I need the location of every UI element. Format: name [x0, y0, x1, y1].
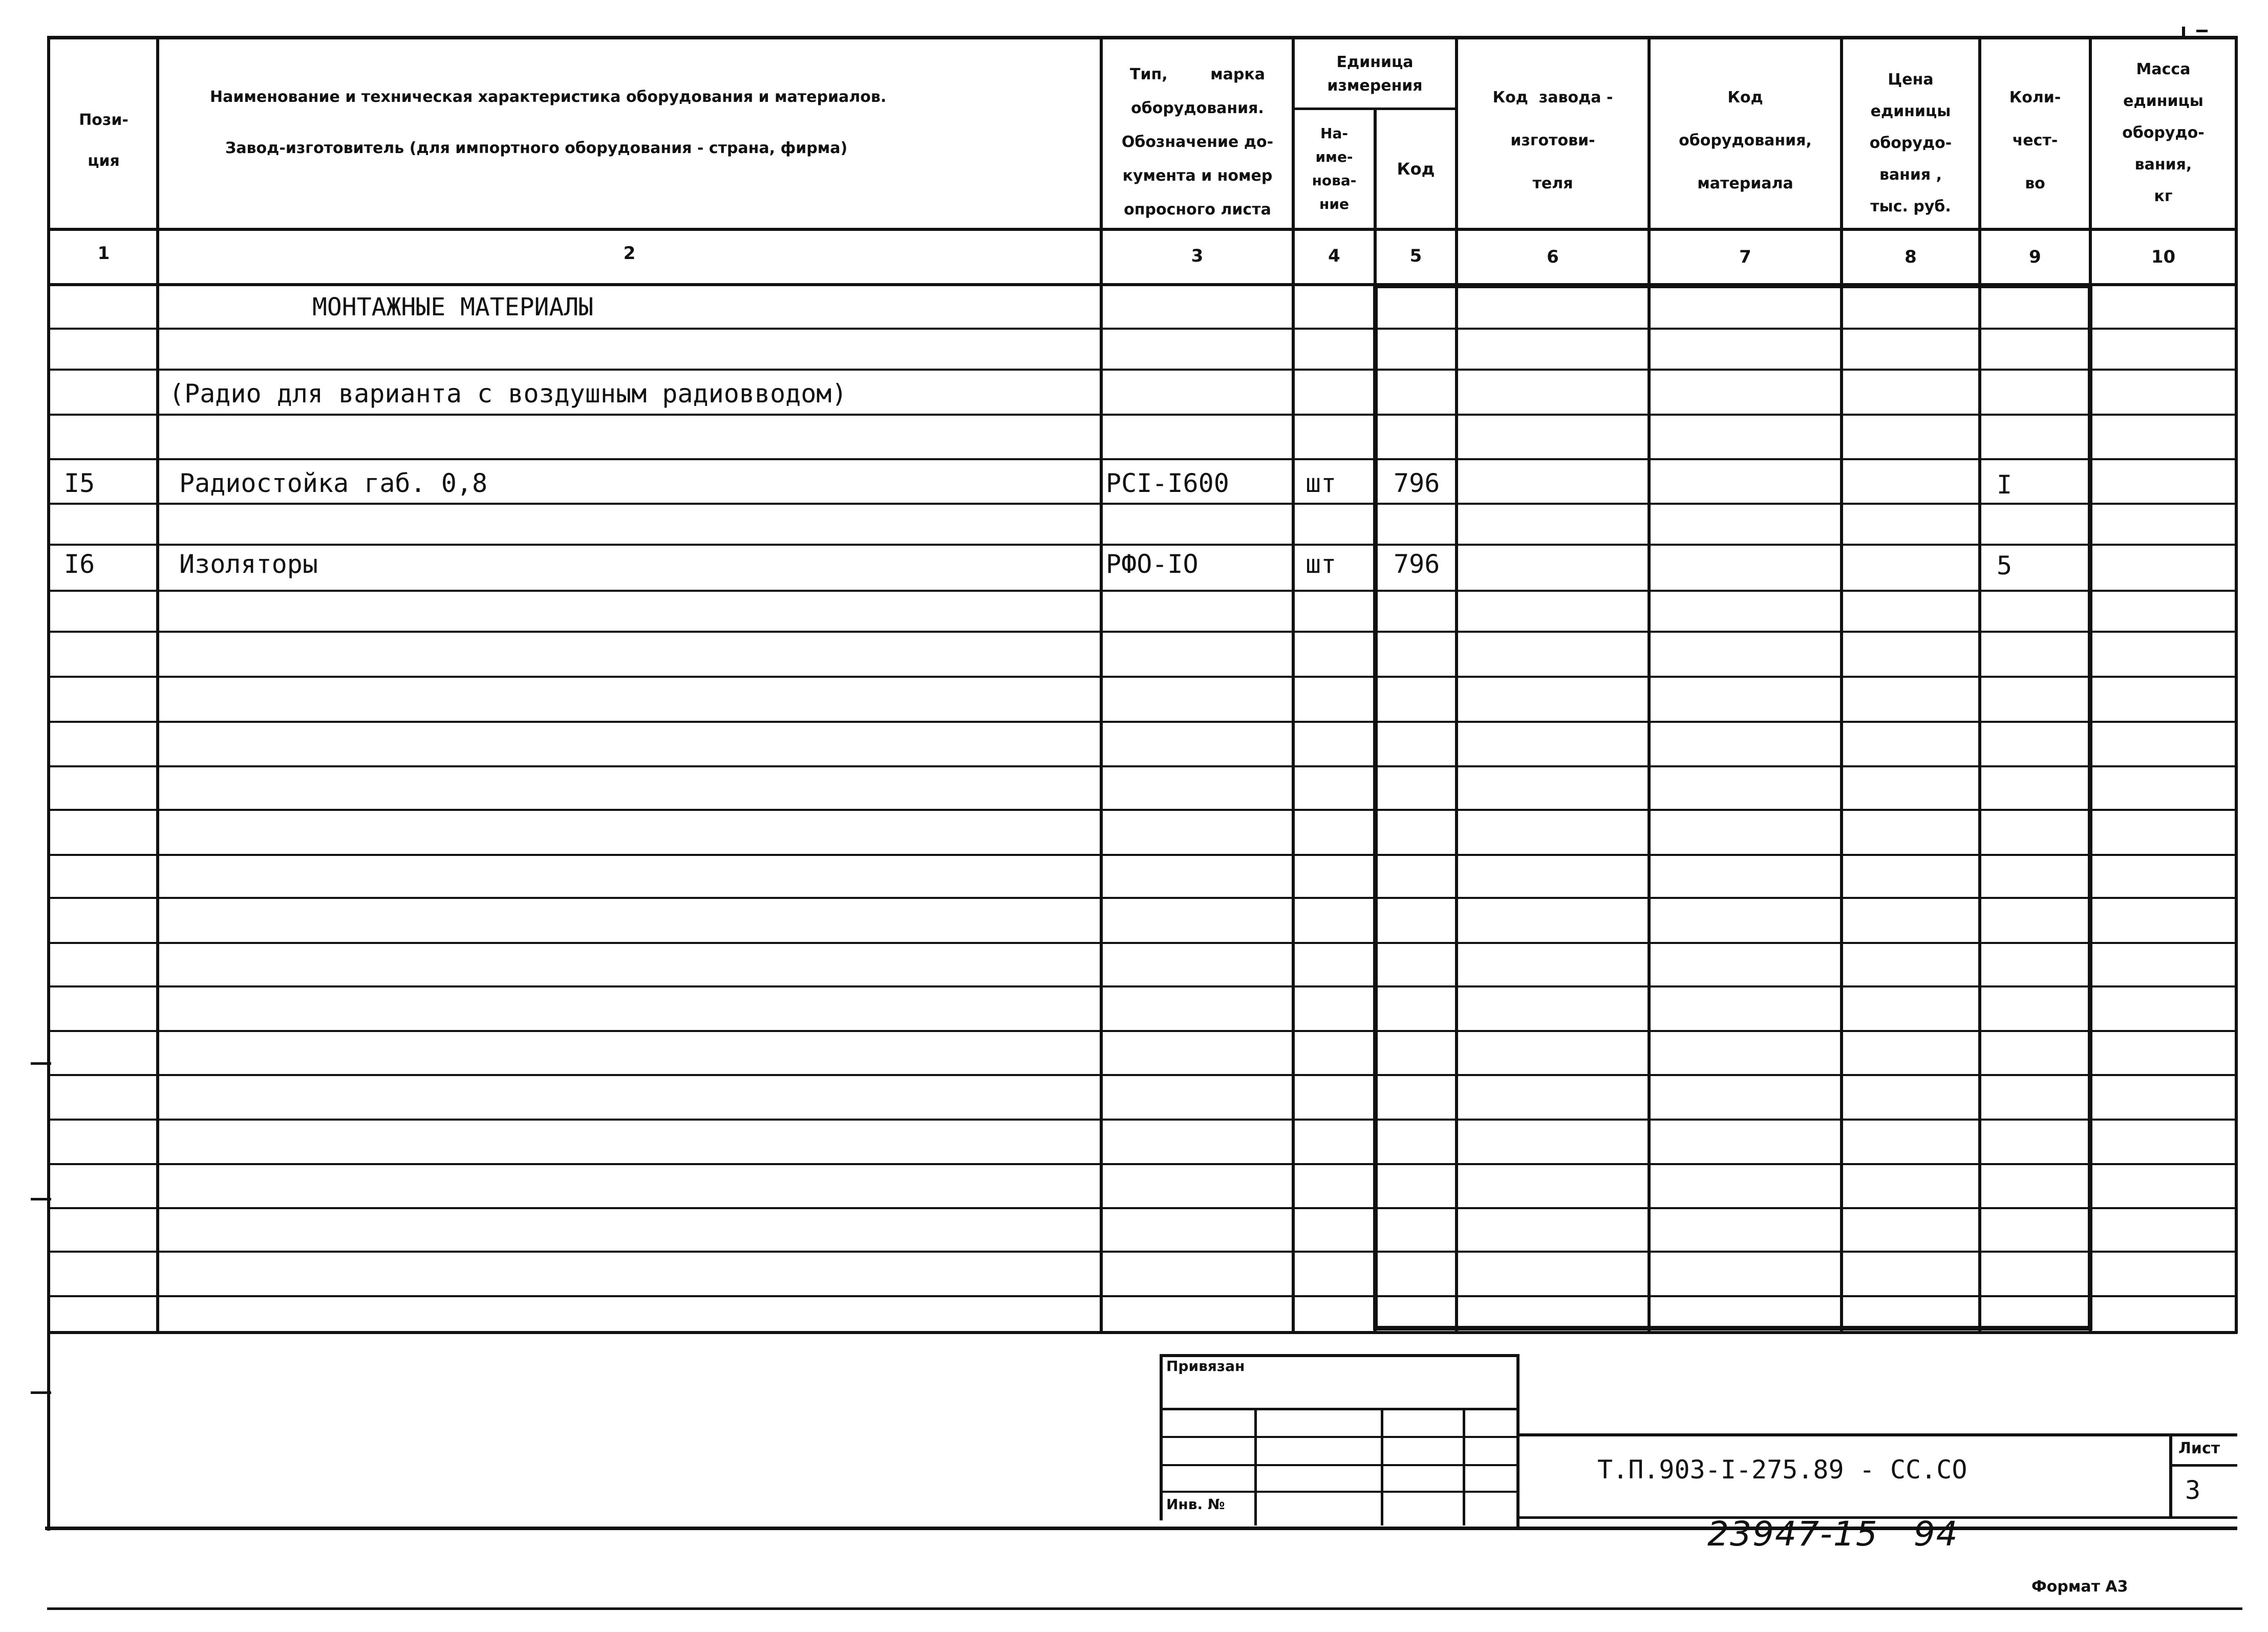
header-factory-code-line2: изготови- — [1510, 132, 1595, 149]
thick-block-bottom — [1373, 1326, 2092, 1330]
table-row-line — [49, 503, 2236, 505]
header-unit-name-line4: ние — [1319, 196, 1349, 212]
table-row-line — [49, 369, 2236, 371]
header-price-line2: единицы — [1870, 102, 1951, 120]
table-bottom-border — [49, 1331, 2237, 1334]
header-mass — [2092, 51, 2235, 215]
header-position-line1: Пози- — [79, 111, 129, 129]
col-number-9: 9 — [2029, 247, 2041, 267]
margin-tick — [31, 1198, 51, 1200]
header-factory-code — [1458, 77, 1647, 205]
header-unit-name-line3: нова- — [1312, 172, 1357, 189]
col-number-6: 6 — [1547, 247, 1559, 267]
col-divider-1 — [156, 36, 159, 1334]
table-row-line — [49, 1030, 2236, 1032]
stamp-right — [1516, 1354, 1520, 1528]
col-number-7: 7 — [1739, 247, 1751, 267]
margin-tick — [31, 1391, 51, 1394]
table-row-line — [49, 414, 2236, 416]
item-16-quantity: 5 — [1997, 551, 2013, 581]
stamp-divider — [1254, 1408, 1257, 1526]
col-number-8: 8 — [1905, 247, 1917, 267]
header-price-line4: вания , — [1879, 166, 1942, 184]
table-left-border — [47, 36, 50, 1531]
table-row-line — [49, 328, 2236, 330]
header-type-line1: Тип, марка — [1129, 65, 1265, 83]
stamp-privyazan-label: Привязан — [1166, 1358, 1245, 1375]
table-row-line — [49, 765, 2236, 767]
table-row-line — [49, 544, 2236, 546]
col-divider-6 — [1647, 36, 1651, 1334]
thick-block-right — [2088, 284, 2092, 1328]
header-equipment-code — [1651, 77, 1840, 205]
table-row-line — [49, 1119, 2236, 1121]
header-unit-line1: Единица — [1336, 53, 1414, 71]
table-row-line — [49, 809, 2236, 811]
header-mass-line4: вания, — [2134, 156, 2192, 174]
table-row-line — [49, 1251, 2236, 1253]
sheet-box-split — [2169, 1464, 2237, 1467]
header-unit-name — [1295, 115, 1374, 223]
table-row-line — [49, 1074, 2236, 1076]
header-type — [1103, 56, 1292, 228]
item-15-code: 796 — [1394, 468, 1440, 498]
header-unit-code — [1377, 115, 1455, 223]
header-factory-code-line1: Код завода - — [1492, 89, 1613, 106]
table-row-line — [49, 458, 2236, 460]
thick-block-top — [1373, 284, 2092, 288]
section-note: (Радио для варианта с воздушным радиовводом) — [169, 379, 847, 409]
item-15-position: I5 — [64, 468, 95, 498]
table-row-line — [49, 721, 2236, 723]
header-unit-name-line2: име- — [1315, 148, 1353, 165]
table-top-border — [49, 36, 2237, 39]
header-bottom-border — [49, 228, 2235, 231]
header-name — [169, 72, 1142, 174]
section-title: МОНТАЖНЫЕ МАТЕРИАЛЫ — [312, 293, 594, 321]
title-block-top — [1516, 1433, 2237, 1436]
header-quantity — [1981, 77, 2089, 205]
format-label: Формат А3 — [2031, 1578, 2128, 1596]
item-16-type: РФО-IO — [1106, 549, 1199, 579]
header-position — [51, 82, 156, 200]
header-price-line1: Цена — [1888, 71, 1934, 89]
col-divider-2 — [1100, 36, 1103, 1334]
col-number-4: 4 — [1328, 246, 1340, 266]
header-equipment-code-line2: оборудования, — [1679, 132, 1812, 149]
table-row-line — [49, 854, 2236, 856]
col-number-2: 2 — [623, 243, 636, 264]
header-type-line3: Обозначение до- — [1121, 133, 1274, 151]
handwritten-number: 23947-15 94 — [1707, 1514, 1959, 1554]
table-row-line — [49, 631, 2236, 633]
col-divider-8 — [1978, 36, 1981, 1334]
header-unit-code-text: Код — [1397, 159, 1435, 179]
corner-mark-dash — [2196, 30, 2208, 32]
stamp-divider — [1381, 1408, 1383, 1526]
table-row-line — [49, 897, 2236, 899]
header-mass-line1: Масса — [2136, 60, 2191, 78]
item-15-unit: шт — [1306, 468, 1337, 498]
header-type-line4: кумента и номер — [1122, 166, 1273, 185]
thick-block-left — [1373, 284, 1378, 1328]
header-quantity-line2: чест- — [2012, 132, 2058, 149]
header-equipment-code-line1: Код — [1727, 89, 1763, 106]
header-quantity-line3: во — [2025, 175, 2045, 192]
col-number-3: 3 — [1191, 246, 1204, 266]
bottom-rule — [47, 1607, 2242, 1610]
sheet-number: 3 — [2185, 1475, 2201, 1505]
header-name-line1: Наименование и техническая характеристика оборудования и материалов. — [210, 88, 887, 106]
header-mass-line3: оборудо- — [2122, 124, 2205, 142]
stamp-divider — [1463, 1408, 1465, 1526]
col-divider-3 — [1292, 36, 1295, 1334]
sheet-label: Лист — [2178, 1440, 2220, 1457]
sheet-box-left — [2169, 1433, 2172, 1519]
header-mass-line5: кг — [2154, 187, 2173, 205]
col-divider-7 — [1840, 36, 1843, 1334]
header-type-line5: опросного листа — [1124, 200, 1271, 219]
header-unit-line2: измерения — [1327, 77, 1423, 95]
margin-tick — [31, 1062, 51, 1065]
stamp-top — [1160, 1354, 1518, 1357]
table-row-line — [49, 590, 2236, 592]
stamp-inv-label: Инв. № — [1166, 1496, 1225, 1513]
header-quantity-line1: Коли- — [2009, 89, 2061, 106]
header-equipment-code-line3: материала — [1697, 175, 1793, 192]
item-16-code: 796 — [1394, 549, 1440, 579]
item-16-unit: шт — [1306, 549, 1337, 579]
item-16-position: I6 — [64, 549, 95, 579]
unit-header-split — [1292, 108, 1458, 110]
header-factory-code-line3: теля — [1532, 175, 1573, 192]
header-mass-line2: единицы — [2123, 92, 2203, 110]
header-price-line5: тыс. руб. — [1870, 198, 1951, 216]
item-15-quantity: I — [1997, 470, 2013, 500]
header-name-line2: Завод-изготовитель (для импортного оборудования - страна, фирма) — [225, 139, 848, 157]
table-row-line — [49, 1163, 2236, 1165]
col-number-1: 1 — [97, 243, 110, 264]
table-right-border — [2235, 36, 2238, 1334]
col-number-10: 10 — [2151, 247, 2176, 267]
header-price-line3: оборудо- — [1869, 134, 1952, 152]
header-position-line2: ция — [88, 152, 120, 170]
table-row-line — [49, 676, 2236, 678]
document-designation: Т.П.903-I-275.89 - СС.СО — [1597, 1455, 1967, 1485]
table-row-line — [49, 1295, 2236, 1297]
header-price — [1843, 61, 1978, 225]
item-16-name: Изоляторы — [179, 549, 318, 579]
header-unit — [1295, 46, 1455, 102]
col-number-5: 5 — [1409, 246, 1422, 266]
item-15-name: Радиостойка габ. 0,8 — [179, 468, 488, 498]
header-type-line2: оборудования. — [1131, 99, 1264, 117]
col-divider-5 — [1455, 36, 1458, 1334]
item-15-type: PCI-I600 — [1106, 468, 1229, 498]
table-row-line — [49, 1207, 2236, 1209]
table-row-line — [49, 942, 2236, 944]
header-unit-name-line1: На- — [1320, 125, 1348, 142]
table-row-line — [49, 985, 2236, 987]
